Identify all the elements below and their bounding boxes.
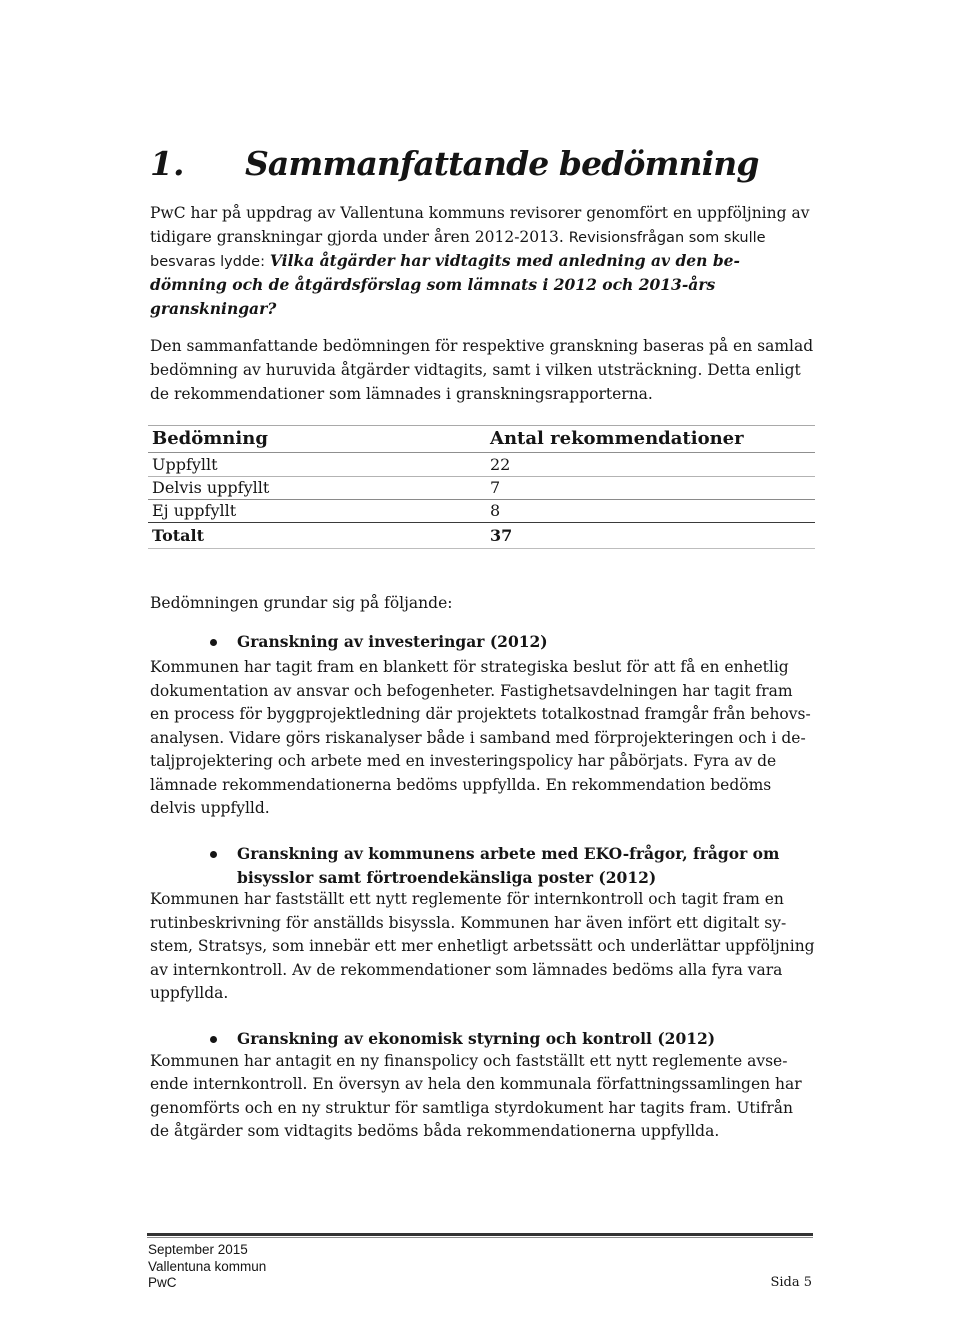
finding-body-line: en process för byggprojektledning där projektets totalkostnad framgår från behovs- <box>150 705 811 723</box>
section-number: 1. <box>150 144 185 183</box>
basis-intro-text: Bedömningen grundar sig på följande: <box>150 594 453 612</box>
method-paragraph <box>150 334 813 406</box>
finding-body-line: lämnade rekommendationerna bedöms uppfyllda. En rekommendation bedöms <box>150 775 772 794</box>
method-line-3: de rekommendationer som lämnades i granskningsrapporterna. <box>150 385 653 403</box>
bullet-icon <box>210 639 217 646</box>
column-header-assessment: Bedömning <box>152 428 268 449</box>
finding-heading-line: bisysslor samt förtroendekänsliga poster (2012) <box>237 868 657 887</box>
row-count: 8 <box>490 501 501 520</box>
intro-line <box>150 273 809 297</box>
basis-intro <box>150 591 452 615</box>
finding-body-line: Kommunen har fastställt ett nytt reglemente för internkontroll och tagit fram en <box>150 890 784 908</box>
finding-body-line: de åtgärder som vidtagits bedöms båda rekommendationerna uppfyllda. <box>150 1122 720 1141</box>
finding-heading-line: Granskning av investeringar (2012) <box>237 632 548 651</box>
row-count: 22 <box>490 455 511 474</box>
total-count: 37 <box>490 526 513 545</box>
finding-heading-investments <box>237 630 548 654</box>
finding-body-line: delvis uppfylld. <box>150 799 270 817</box>
row-label: Ej uppfyllt <box>152 501 237 520</box>
intro-line <box>150 249 809 273</box>
finding-body-eko <box>150 888 815 1006</box>
finding-body-line: Kommunen har tagit fram en blankett för strategiska beslut för att få en enhetlig <box>150 658 789 676</box>
finding-body-line: rutinbeskrivning för anställds bisyssla. Kommunen har även infört ett digitalt sy- <box>150 913 787 932</box>
footer-firm: PwC <box>148 1275 177 1290</box>
footer-divider <box>147 1233 813 1236</box>
audit-question-line-3: granskningar? <box>150 299 277 318</box>
finding-body-line: taljprojektering och arbete med en investeringspolicy har påbörjats. Fyra av de <box>150 752 777 770</box>
method-line-2: bedömning av huruvida åtgärder vidtagits, samt i vilken utsträckning. Detta enligt <box>150 361 801 379</box>
footer-info <box>148 1242 266 1292</box>
finding-body-line: ende internkontroll. En översyn av hela den kommunala författningssamlingen har <box>150 1075 802 1094</box>
bullet-icon <box>210 851 217 858</box>
column-header-count: Antal rekommendationer <box>490 428 744 449</box>
finding-body-financial-control <box>150 1050 802 1144</box>
intro-paragraph <box>150 201 809 321</box>
page-number: Sida 5 <box>770 1275 812 1290</box>
finding-body-line: av internkontroll. Av de rekommendationer som lämnades bedöms alla fyra vara <box>150 960 783 979</box>
audit-question-line-2: dömning och de åtgärdsförslag som lämnats i 2012 och 2013-års <box>150 275 716 294</box>
intro-line-2: tidigare granskningar gjorda under åren 2012-2013. <box>150 228 564 246</box>
audit-question-line-1: Vilka åtgärder har vidtagits med anledning av den be- <box>269 251 740 270</box>
finding-heading-line: Granskning av ekonomisk styrning och kontroll (2012) <box>237 1029 716 1048</box>
section-title: Sammanfattande bedömning <box>245 144 759 183</box>
intro-line-1: PwC har på uppdrag av Vallentuna kommuns revisorer genomfört en uppföljning av <box>150 204 810 222</box>
finding-heading-eko <box>237 842 779 890</box>
row-count: 7 <box>490 478 501 497</box>
row-label: Uppfyllt <box>152 455 218 474</box>
finding-body-line: stem, Stratsys, som innebär ett mer enhetligt arbetssätt och underlättar uppföljning <box>150 937 815 955</box>
finding-body-line: uppfyllda. <box>150 984 229 1002</box>
intro-line <box>150 201 809 225</box>
finding-body-line: analysen. Vidare görs riskanalyser både i samband med förprojekteringen och i de- <box>150 728 806 747</box>
footer-date: September 2015 <box>148 1242 248 1257</box>
total-label: Totalt <box>152 526 204 545</box>
intro-line-3-lead: besvaras lydde: <box>150 254 265 270</box>
finding-body-line: genomförts och en ny struktur för samtliga styrdokument har tagits fram. Utifrån <box>150 1098 793 1117</box>
table-row <box>148 453 815 477</box>
intro-line <box>150 225 809 249</box>
intro-line <box>150 297 809 321</box>
table-total-row <box>148 523 815 549</box>
bullet-icon <box>210 1036 217 1043</box>
intro-line-2-continuation: Revisionsfrågan som skulle <box>568 230 766 246</box>
finding-body-line: Kommunen har antagit en ny finanspolicy och fastställt ett nytt reglemente avse- <box>150 1052 788 1070</box>
table-row <box>148 477 815 500</box>
table-row <box>148 500 815 523</box>
finding-body-line: dokumentation av ansvar och befogenheter. Fastighetsavdelningen har tagit fram <box>150 681 793 700</box>
row-label: Delvis uppfyllt <box>152 478 270 497</box>
finding-heading-line: Granskning av kommunens arbete med EKO-frågor, frågor om <box>237 844 780 863</box>
finding-heading-financial-control <box>237 1027 715 1051</box>
assessment-table <box>148 425 815 549</box>
finding-body-investments <box>150 656 811 821</box>
table-header-row <box>148 426 815 453</box>
footer-divider-thin <box>147 1237 813 1238</box>
footer-client: Vallentuna kommun <box>148 1258 267 1274</box>
method-line-1: Den sammanfattande bedömningen för respektive granskning baseras på en samlad <box>150 337 814 355</box>
